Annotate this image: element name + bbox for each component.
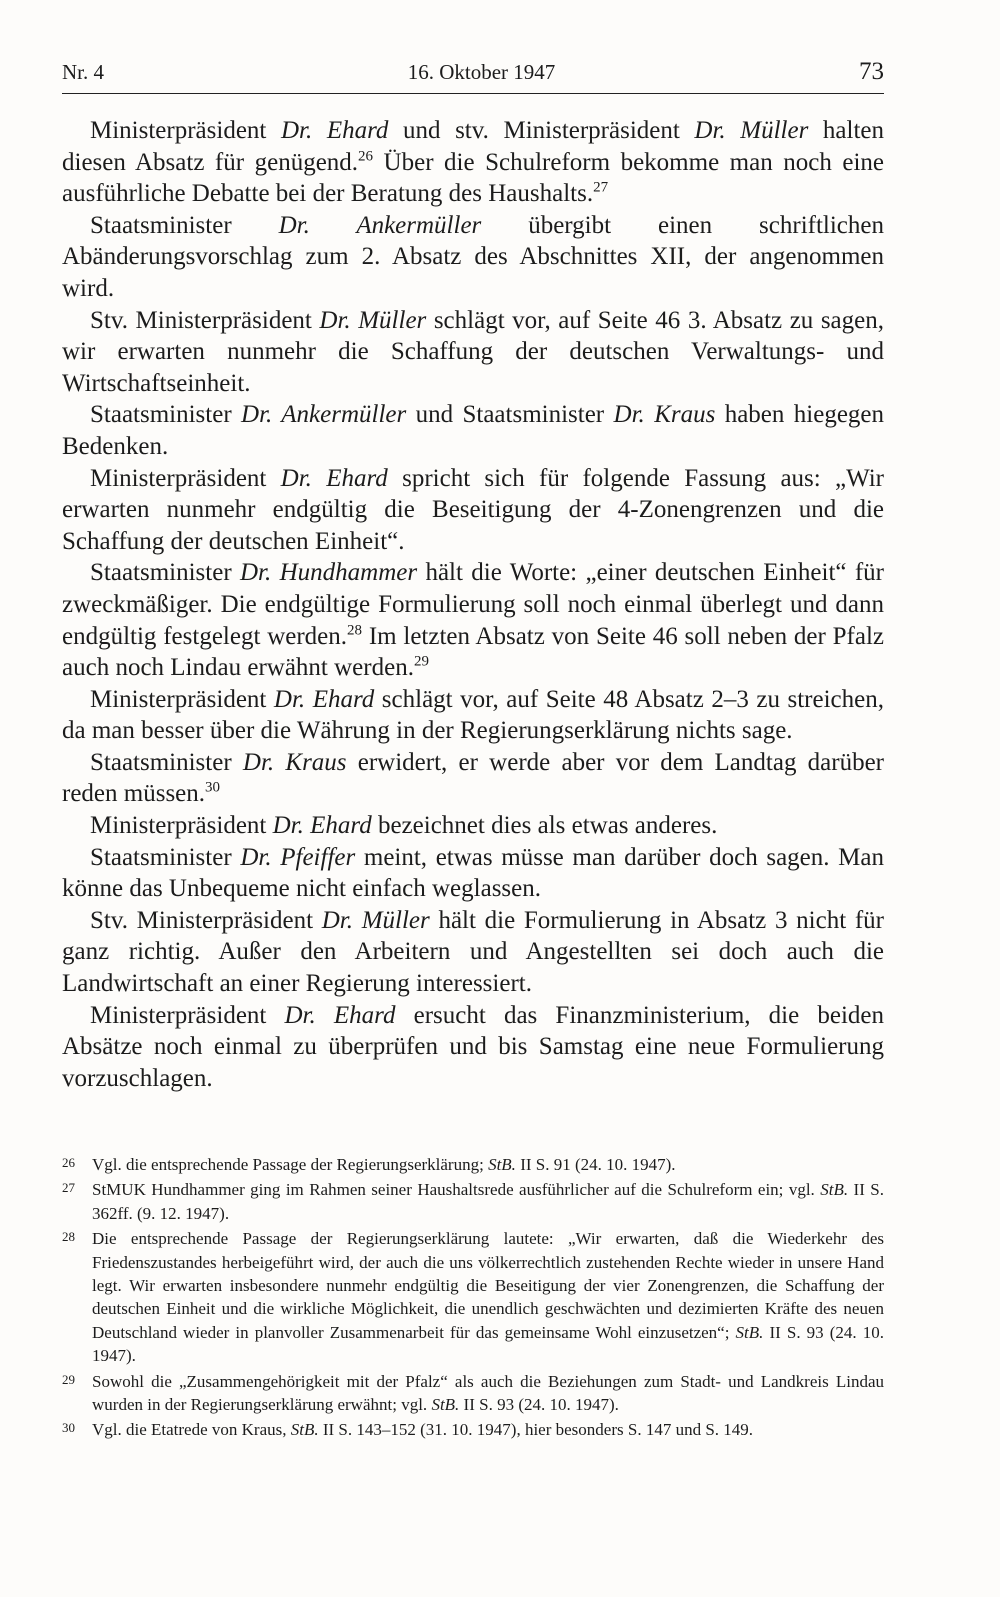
text-run: schlägt vor, auf Seite 46 3. Absatz zu sagen, wir erwarten nunmehr die Schaffung der deutschen Verwaltungs- und Wirtschaftseinheit. xyxy=(62,306,885,397)
text-run: II S. 362ff. (9. 12. 1947). xyxy=(92,1180,884,1223)
footnote-number: 30 xyxy=(62,1420,75,1436)
italic-text: Ehard xyxy=(326,117,389,144)
text-run: schlägt vor, auf Seite 48 Absatz 2–3 zu streichen, da man besser über die Währung in der Regierungserklärung nichts sage. xyxy=(62,685,884,745)
footnote xyxy=(62,1418,884,1441)
italic-text: Pfeiffer xyxy=(280,843,356,871)
footnote-text xyxy=(92,1227,884,1367)
italic-text: StB. xyxy=(431,1395,460,1415)
text-run: Staatsminister xyxy=(90,401,242,429)
paragraph xyxy=(62,810,884,842)
paragraph xyxy=(62,1000,884,1095)
paragraph xyxy=(62,557,884,683)
italic-text: Hundhammer xyxy=(279,559,418,587)
text-run: II S. 93 (24. 10. 1947). xyxy=(459,1395,619,1415)
italic-text: Dr. xyxy=(278,211,357,239)
text-run: ersucht das Finanzministerium, die beiden Absätze noch einmal zu überprüfen und bis Samstag eine neue Formulierung vorzuschlagen. xyxy=(62,1001,884,1092)
footnote xyxy=(62,1153,884,1176)
footnote-text xyxy=(92,1178,884,1225)
text-run: Stv. Ministerpräsident xyxy=(90,306,320,334)
italic-text: Müller xyxy=(358,306,427,334)
text-run: II S. 91 (24. 10. 1947). xyxy=(515,1155,676,1174)
footnote xyxy=(62,1227,884,1367)
text-run: hält die Formulierung in Absatz 3 nicht für ganz richtig. Außer den Arbeitern und Angestellten sei doch auch die Landwirtschaft an einer Regierung interessiert. xyxy=(62,906,884,998)
paragraph xyxy=(62,399,884,462)
running-header xyxy=(62,58,884,94)
text-run: Vgl. die entsprechende Passage der Regierungserklärung; xyxy=(92,1155,489,1174)
text-run: Staatsminister xyxy=(90,843,241,871)
italic-text: Müller xyxy=(740,117,809,144)
italic-text: Kraus xyxy=(285,748,347,776)
text-run: Vgl. die Etatrede von Kraus, xyxy=(92,1420,291,1440)
footnote-ref: 27 xyxy=(593,179,609,196)
italic-text: Dr. xyxy=(240,559,280,587)
footnote-ref: 26 xyxy=(358,148,374,165)
footnote-ref: 30 xyxy=(205,780,221,797)
paragraph xyxy=(62,305,884,400)
footnote xyxy=(62,1178,884,1225)
italic-text: Müller xyxy=(361,906,430,934)
text-run: bezeichnet dies als etwas anderes. xyxy=(371,812,718,840)
text-run: Staatsminister xyxy=(90,748,243,776)
italic-text: StB. xyxy=(488,1155,516,1174)
issue-number: Nr. 4 xyxy=(62,60,104,84)
text-run: Ministerpräsident xyxy=(90,464,281,492)
footnote-number: 26 xyxy=(62,1155,75,1170)
italic-text: Kraus xyxy=(654,401,716,429)
page-number: 73 xyxy=(858,58,884,85)
footnote-text xyxy=(92,1153,884,1176)
paragraph xyxy=(62,905,884,1000)
text-run: spricht sich für folgende Fassung aus: „Wir erwarten nunmehr endgültig die Beseitigung der 4-Zonengrenzen und die Schaffung der deutschen Einheit“. xyxy=(62,464,884,555)
text-run: Staatsminister xyxy=(90,559,240,587)
italic-text: Dr. xyxy=(613,401,655,429)
text-run: Ministerpräsident xyxy=(90,117,281,144)
italic-text: Dr. xyxy=(242,748,286,776)
footnote-text xyxy=(92,1370,884,1417)
footnotes xyxy=(62,1153,884,1444)
text-run: Stv. Ministerpräsident xyxy=(90,906,322,934)
footnote-number: 29 xyxy=(62,1371,75,1387)
italic-text: Dr. xyxy=(240,843,281,871)
text-run: Ministerpräsident xyxy=(90,685,274,713)
italic-text: Dr. xyxy=(273,685,313,713)
text-run: haben hiegegen Bedenken. xyxy=(62,401,885,460)
italic-text: Dr. xyxy=(319,306,359,334)
paragraph xyxy=(62,210,884,305)
italic-text: Dr. xyxy=(272,812,311,840)
footnote-number: 28 xyxy=(62,1229,75,1245)
text-run: II S. 93 (24. 10. 1947). xyxy=(92,1322,884,1366)
text-run: übergibt einen schriftlichen Abänderungsvorschlag zum 2. Absatz des Abschnittes XII, der angenommen wird. xyxy=(62,211,884,302)
text-run: meint, etwas müsse man darüber doch sagen. Man könne das Unbequeme nicht einfach weglassen. xyxy=(62,843,885,903)
italic-text: Ehard xyxy=(333,1001,396,1029)
text-run: Ministerpräsident xyxy=(90,1001,285,1029)
text-run: erwidert, er werde aber vor dem Landtag darüber reden müssen. xyxy=(62,748,885,808)
text-run: Die entsprechende Passage der Regierungserklärung lautete: „Wir erwarten, daß die Wiederkehr des Friedenszustandes herbeigeführt wird, der auch die uns völkerrechtlich zustehenden Rechte wieder in unsere Hand legt. Wir erwarten insbesondere nunmehr endgültig die Beseitigung der vier Zonengrenzen, die Schaffung der deutschen Einheit und die wirkliche Möglichkeit, die unendlich geschwächten und dezimierten Kräfte des neuen Deutschland wieder in planvoller Zusammenarbeit für das gemeinsame Wohl einzusetzen“; xyxy=(92,1229,884,1342)
paragraph xyxy=(62,684,884,747)
italic-text: Dr. xyxy=(241,401,282,429)
text-run: Über die Schulreform bekomme man noch eine ausführliche Debatte bei der Beratung des Haushalts. xyxy=(62,148,884,208)
paragraph xyxy=(62,115,884,210)
text-run: StMUK Hundhammer ging im Rahmen seiner Haushaltsrede ausführlicher auf die Schulreform ein; vgl. xyxy=(92,1180,821,1200)
main-text xyxy=(62,115,884,1094)
footnote-ref: 29 xyxy=(413,653,429,670)
italic-text: Ankermüller xyxy=(356,211,482,239)
footnote-text xyxy=(92,1418,884,1441)
footnote-ref: 28 xyxy=(347,622,363,639)
italic-text: StB. xyxy=(820,1180,849,1200)
italic-text: Ehard xyxy=(312,685,375,713)
italic-text: Dr. xyxy=(694,117,741,144)
text-run: Sowohl die „Zusammengehörigkeit mit der Pfalz“ als auch die Beziehungen zum Stadt- und Landkreis Lindau wurden in der Regierungserklärung erwähnt; vgl. xyxy=(92,1371,884,1415)
footnote xyxy=(62,1370,884,1417)
italic-text: StB. xyxy=(290,1420,319,1440)
text-run: II S. 143–152 (31. 10. 1947), hier besonders S. 147 und S. 149. xyxy=(318,1420,754,1440)
italic-text: Dr. xyxy=(280,117,327,144)
text-run: Im letzten Absatz von Seite 46 soll neben der Pfalz auch noch Lindau erwähnt werden. xyxy=(62,622,885,682)
paragraph xyxy=(62,747,884,810)
italic-text: StB. xyxy=(735,1322,764,1342)
text-run: hält die Worte: „einer deutschen Einheit“ für zweckmäßiger. Die endgültige Formulierung soll noch einmal überlegt und dann endgültig festgelegt werden. xyxy=(62,559,884,650)
italic-text: Ehard xyxy=(326,464,388,492)
text-run: und stv. Ministerpräsident xyxy=(388,117,695,144)
italic-text: Dr. xyxy=(284,1001,334,1029)
text-run: Staatsminister xyxy=(90,211,279,239)
text-run: Ministerpräsident xyxy=(90,812,273,840)
footnote-number: 27 xyxy=(62,1180,75,1196)
italic-text: Dr. xyxy=(321,906,362,934)
italic-text: Ehard xyxy=(310,812,372,840)
paragraph xyxy=(62,842,884,905)
text-run: halten diesen Absatz für genügend. xyxy=(62,117,885,176)
paragraph xyxy=(62,463,884,558)
italic-text: Dr. xyxy=(280,464,327,492)
text-run: und Staatsminister xyxy=(406,401,614,429)
italic-text: Ankermüller xyxy=(281,401,407,429)
page xyxy=(62,58,884,1094)
header-date: 16. Oktober 1947 xyxy=(407,60,556,84)
